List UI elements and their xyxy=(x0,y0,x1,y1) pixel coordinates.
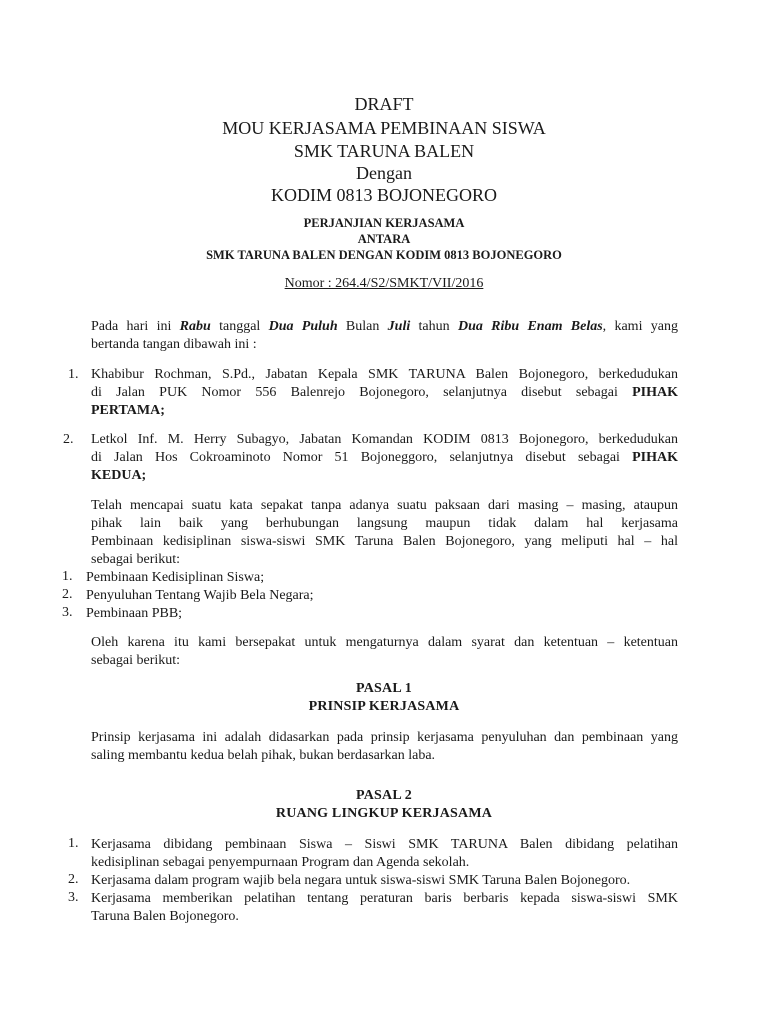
agreement-line-2: pihak lain baik yang berhubungan langsung maupun tidak dalam hal kerjasama xyxy=(91,516,678,531)
pasal-1-line-1: Prinsip kerjasama ini adalah didasarkan pada prinsip kerjasama penyuluhan dan pembinaan yang xyxy=(91,730,678,745)
list-item-number: 1. xyxy=(62,569,73,584)
doc-title-kodim: KODIM 0813 BOJONEGORO xyxy=(270,185,497,205)
intro-line-2: bertanda tangan dibawah ini : xyxy=(91,337,257,352)
pasal-1-line-2: saling membantu kedua belah pihak, bukan berdasarkan laba. xyxy=(91,748,436,763)
scope-item-1-line-1: Kerjasama dibidang pembinaan Siswa – Siswi SMK TARUNA Balen dibidang pelatihan xyxy=(91,837,678,852)
terms-intro-line-1: Oleh karena itu kami bersepakat untuk mengaturnya dalam syarat dan ketentuan – ketentuan xyxy=(91,635,678,650)
intro-line-1: Pada hari ini Rabu tanggal Dua Puluh Bulan Juli tahun Dua Ribu Enam Belas, kami yang xyxy=(91,319,678,334)
party-2-role: KEDUA; xyxy=(91,468,147,483)
scope-item-3-line-2: Taruna Balen Bojonegoro. xyxy=(91,909,239,924)
party-number: 2. xyxy=(63,432,74,447)
party-2-line-2: di Jalan Hos Cokroaminoto Nomor 51 Bojoneggoro, selanjutnya disebut sebagai PIHAK xyxy=(91,450,678,465)
party-1-line-2: di Jalan PUK Nomor 556 Balenrejo Bojonegoro, selanjutnya disebut sebagai PIHAK xyxy=(91,385,679,400)
agreement-line-4: sebagai berikut: xyxy=(91,552,181,567)
terms-intro-line-2: sebagai berikut: xyxy=(91,653,181,668)
scope-item-2-line-1: Kerjasama dalam program wajib bela negara untuk siswa-siswi SMK Taruna Balen Bojonegoro. xyxy=(91,873,631,888)
doc-title-school: SMK TARUNA BALEN xyxy=(293,141,475,161)
scope-item-3-line-1: Kerjasama memberikan pelatihan tentang peraturan baris berbaris kepada siswa-siswi SMK xyxy=(91,891,678,906)
list-item-number: 3. xyxy=(62,605,73,620)
doc-title-mou: MOU KERJASAMA PEMBINAAN SISWA xyxy=(222,118,546,138)
scope-item-1-line-2: kedisiplinan sebagai penyempurnaan Program dan Agenda sekolah. xyxy=(91,855,470,870)
list-item: Pembinaan Kedisiplinan Siswa; xyxy=(86,570,265,585)
list-item: Pembinaan PBB; xyxy=(86,606,183,621)
pasal-2-label: PASAL 2 xyxy=(356,788,412,803)
subheading-parties: SMK TARUNA BALEN DENGAN KODIM 0813 BOJONEGORO xyxy=(206,248,562,262)
agreement-line-1: Telah mencapai suatu kata sepakat tanpa adanya suatu paksaan dari masing – masing, ataupun xyxy=(91,498,678,513)
party-2-line-1: Letkol Inf. M. Herry Subagyo, Jabatan Komandan KODIM 0813 Bojonegoro, berkedudukan xyxy=(91,432,678,447)
agreement-line-3: Pembinaan kedisiplinan siswa-siswi SMK Taruna Balen Bojonegoro, yang meliputi hal – hal xyxy=(91,534,678,549)
list-item-number: 2. xyxy=(62,587,73,602)
party-1-role: PERTAMA; xyxy=(91,403,165,418)
pasal-1-title: PRINSIP KERJASAMA xyxy=(308,699,460,714)
list-item-number: 1. xyxy=(68,836,79,851)
list-item: Penyuluhan Tentang Wajib Bela Negara; xyxy=(86,588,314,603)
party-number: 1. xyxy=(68,367,79,382)
doc-title-with: Dengan xyxy=(356,163,412,183)
document-number: Nomor : 264.4/S2/SMKT/VII/2016 xyxy=(284,276,484,291)
list-item-number: 3. xyxy=(68,890,79,905)
subheading-between: ANTARA xyxy=(357,232,411,246)
pasal-1-label: PASAL 1 xyxy=(356,681,412,696)
doc-title-draft: DRAFT xyxy=(354,94,414,114)
pasal-2-title: RUANG LINGKUP KERJASAMA xyxy=(275,806,493,821)
subheading-agreement: PERJANJIAN KERJASAMA xyxy=(303,216,465,230)
list-item-number: 2. xyxy=(68,872,79,887)
party-1-line-1: Khabibur Rochman, S.Pd., Jabatan Kepala SMK TARUNA Balen Bojonegoro, berkedudukan xyxy=(91,367,678,382)
